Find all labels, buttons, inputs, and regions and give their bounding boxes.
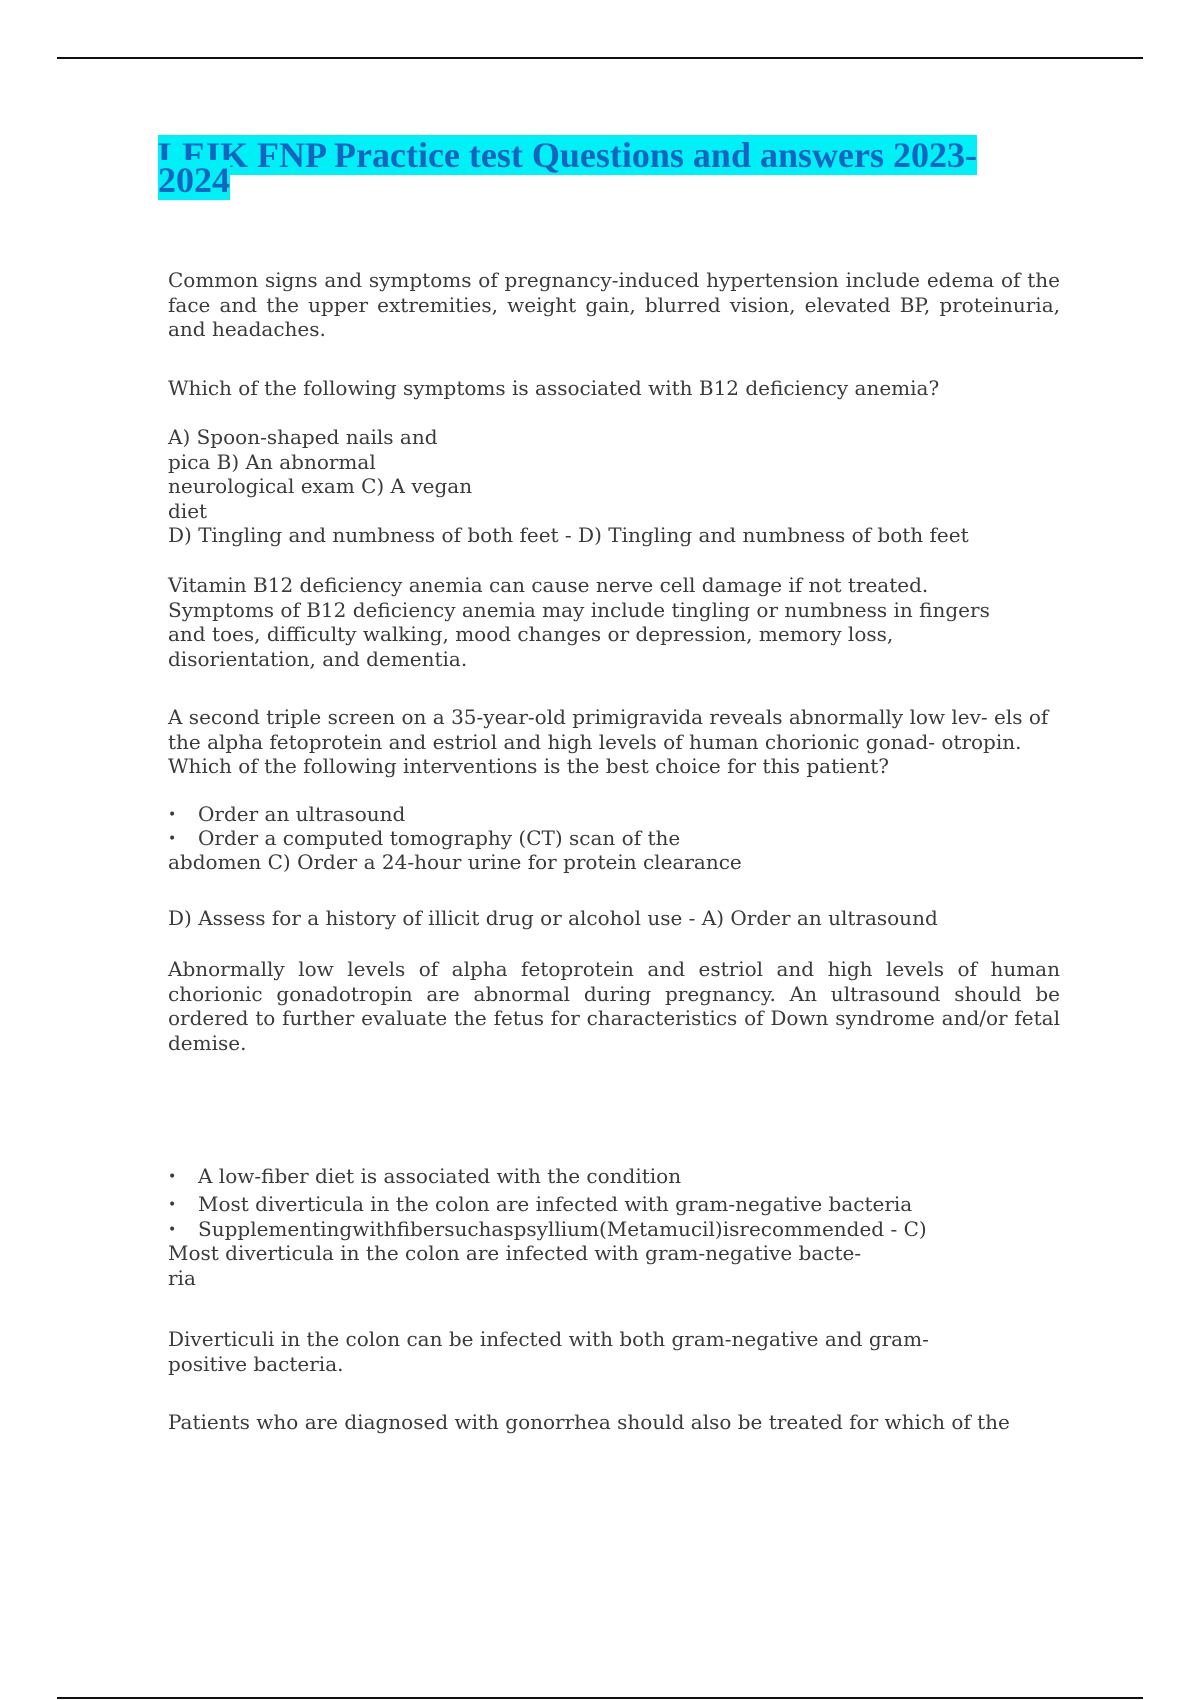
list-item-text: Most diverticula in the colon are infected with gram-negative bacteria (198, 1192, 913, 1216)
paragraph-pih-symptoms: Common signs and symptoms of pregnancy-induced hypertension include edema of the face and the upper extremities, weight gain, blurred vision, elevated BP, proteinuria, and headaches. (168, 268, 1060, 341)
footer-rule (57, 1697, 1143, 1699)
question-triple-screen: A second triple screen on a 35-year-old primigravida reveals abnormally low lev- els of the alpha fetoprotein and estriol and high levels of human chorionic gonad- otropin. Which of the following interventions is the best choice for this patient? (168, 705, 1049, 778)
list-item (168, 802, 1060, 828)
list-item-text: Supplementingwithfibersuchaspsyllium(Metamucil)isrecommended - C) (198, 1217, 927, 1241)
paragraph-b12-explanation: Vitamin B12 deficiency anemia can cause nerve cell damage if not treated. Symptoms of B12 deficiency anemia may include tingling or numbness in fingers and toes, difficulty walking, mood changes or depression, memory loss, disorientation, and dementia. (168, 573, 990, 671)
list-item (168, 1164, 1060, 1190)
paragraph-triple-screen-explanation: Abnormally low levels of alpha fetoprotein and estriol and high levels of human chorionic gonadotropin are abnormal during pregnancy. An ultrasound should be ordered to further evaluate the fetus for characteristics of Down syndrome and/or fetal demise. (168, 957, 1060, 1055)
question-gonorrhea: Patients who are diagnosed with gonorrhea should also be treated for which of the (168, 1410, 1010, 1434)
list-item-text: Order an ultrasound (198, 802, 406, 826)
title-text: LEIK FNP Practice test Questions and answers 2023-2024 (158, 135, 977, 200)
bullet-glyph: • (168, 1197, 177, 1213)
header-rule (57, 57, 1143, 59)
bullet-glyph: • (168, 831, 177, 847)
question-b12: Which of the following symptoms is associated with B12 deficiency anemia? (168, 376, 940, 400)
question-triple-screen-cont: abdomen C) Order a 24-hour urine for protein clearance (168, 850, 742, 874)
list-item (168, 1217, 1060, 1243)
list-item-text: A low-fiber diet is associated with the condition (198, 1164, 682, 1188)
question-triple-screen-answer: D) Assess for a history of illicit drug or alcohol use - A) Order an ultrasound (168, 906, 938, 930)
question-diverticula-cont: Most diverticula in the colon are infected with gram-negative bacte- ria (168, 1241, 862, 1290)
page-title (158, 135, 1018, 200)
question-b12-options: A) Spoon-shaped nails and pica B) An abnormal neurological exam C) A vegan diet D) Tingling and numbness of both feet - D) Tingling and numbness of both feet (168, 425, 969, 547)
list-item (168, 1192, 1060, 1218)
paragraph-diverticuli-explanation: Diverticuli in the colon can be infected with both gram-negative and gram- positive bacteria. (168, 1327, 929, 1376)
list-item-text: Order a computed tomography (CT) scan of the (198, 826, 681, 850)
bullet-glyph: • (168, 1222, 177, 1238)
bullet-glyph: • (168, 1169, 177, 1185)
bullet-glyph: • (168, 807, 177, 823)
list-item (168, 826, 1060, 852)
